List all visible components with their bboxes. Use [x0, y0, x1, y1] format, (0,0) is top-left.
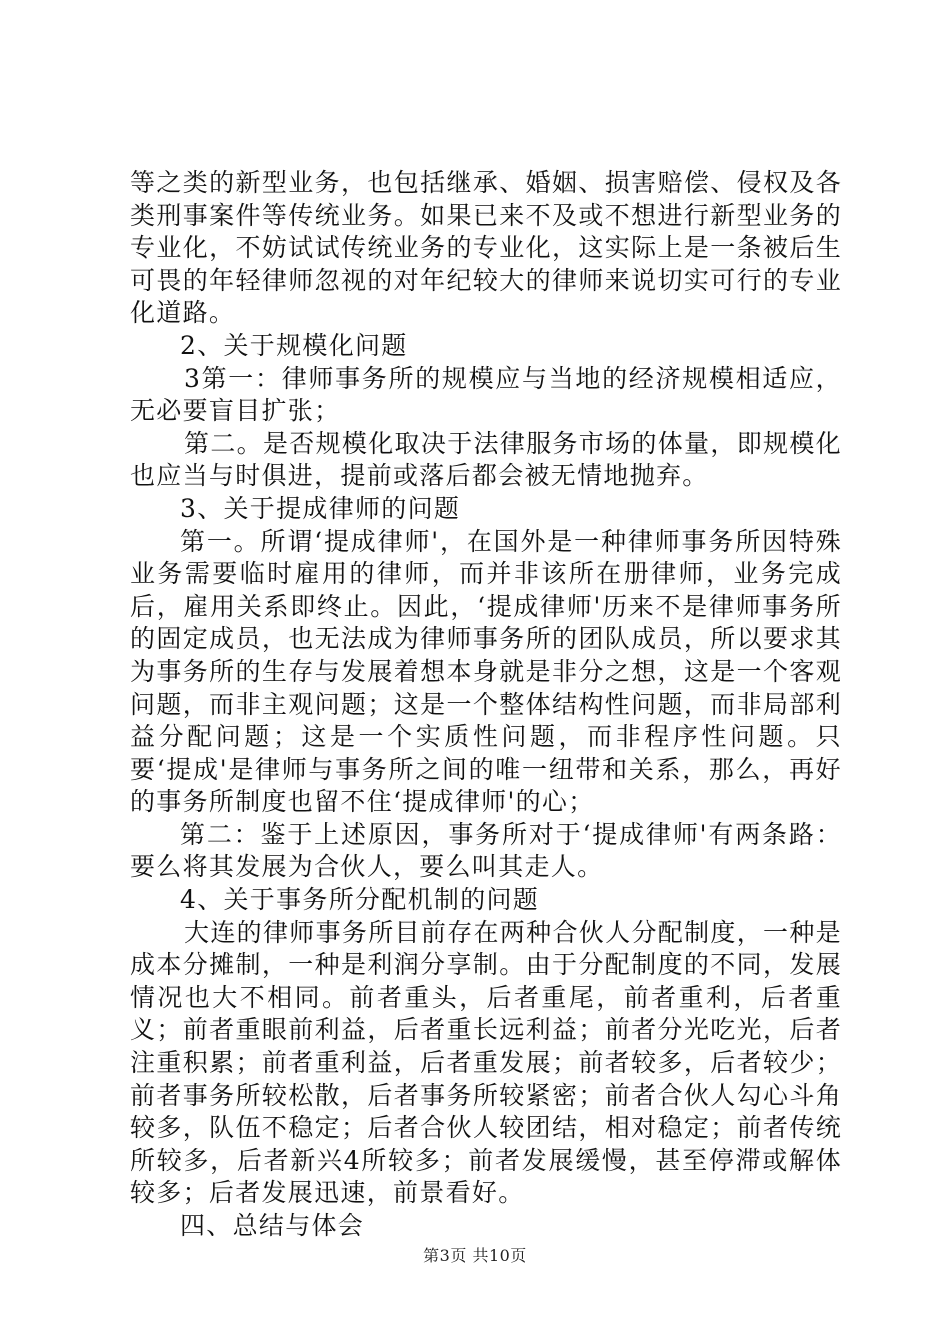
heading-scale-issue: 2、关于规模化问题 [180, 330, 408, 360]
paragraph-commission-second: 第二：鉴于上述原因，事务所对于‘提成律师'有两条路：要么将其发展为合伙人，要么叫其走人。 [130, 819, 842, 882]
paragraph-distribution-systems: 大连的律师事务所目前存在两种合伙人分配制度，一种是成本分摊制，一种是利润分享制。由于分配制度的不同，发展情况也大不相同。前者重头，后者重尾，前者重利，后者重义；前者重眼前利益，后者重长远利益；前者分光吃光，后者注重积累；前者重利益，后者重发展；前者较多，后者较少；前者事务所较松散，后者事务所较紧密；前者合伙人勾心斗角较多，队伍不稳定；后者合伙人较团结，相对稳定；前者传统所较多，后者新兴4所较多；前者发展缓慢，甚至停滞或解体较多；后者发展迅速，前景看好。 [130, 917, 842, 1208]
page-footer: 第3页 共10页 [423, 1246, 527, 1265]
heading-commission-lawyer-issue: 3、关于提成律师的问题 [180, 493, 461, 523]
paragraph-commission-first: 第一。所谓‘提成律师'，在国外是一种律师事务所因特殊业务需要临时雇用的律师，而并非该所在册律师，业务完成后，雇用关系即终止。因此，‘提成律师'历来不是律师事务所的固定成员，也无法成为律师事务所的团队成员，所以要求其为事务所的生存与发展着想本身就是非分之想，这是一个客观问题，而非主观问题；这是一个整体结构性问题，而非局部利益分配问题；这是一个实质性问题，而非程序性问题。只要‘提成'是律师与事务所之间的唯一纽带和关系，那么，再好的事务所制度也留不住‘提成律师'的心； [130, 526, 842, 817]
paragraph-specialization-continued: 等之类的新型业务，也包括继承、婚姻、损害赔偿、侵权及各类刑事案件等传统业务。如果已来不及或不想进行新型业务的专业化，不妨试试传统业务的专业化，这实际上是一条被后生可畏的年轻律师忽视的对年纪较大的律师来说切实可行的专业化道路。 [130, 168, 842, 328]
paragraph-scale-second: 第二。是否规模化取决于法律服务市场的体量，即规模化也应当与时俱进，提前或落后都会被无情地抛弃。 [130, 428, 842, 491]
paragraph-scale-first: 3第一：律师事务所的规模应与当地的经济规模相适应，无必要盲目扩张； [130, 363, 842, 426]
heading-distribution-issue: 4、关于事务所分配机制的问题 [180, 885, 540, 915]
document-body [130, 167, 842, 1243]
heading-summary: 四、总结与体会 [180, 1211, 365, 1240]
